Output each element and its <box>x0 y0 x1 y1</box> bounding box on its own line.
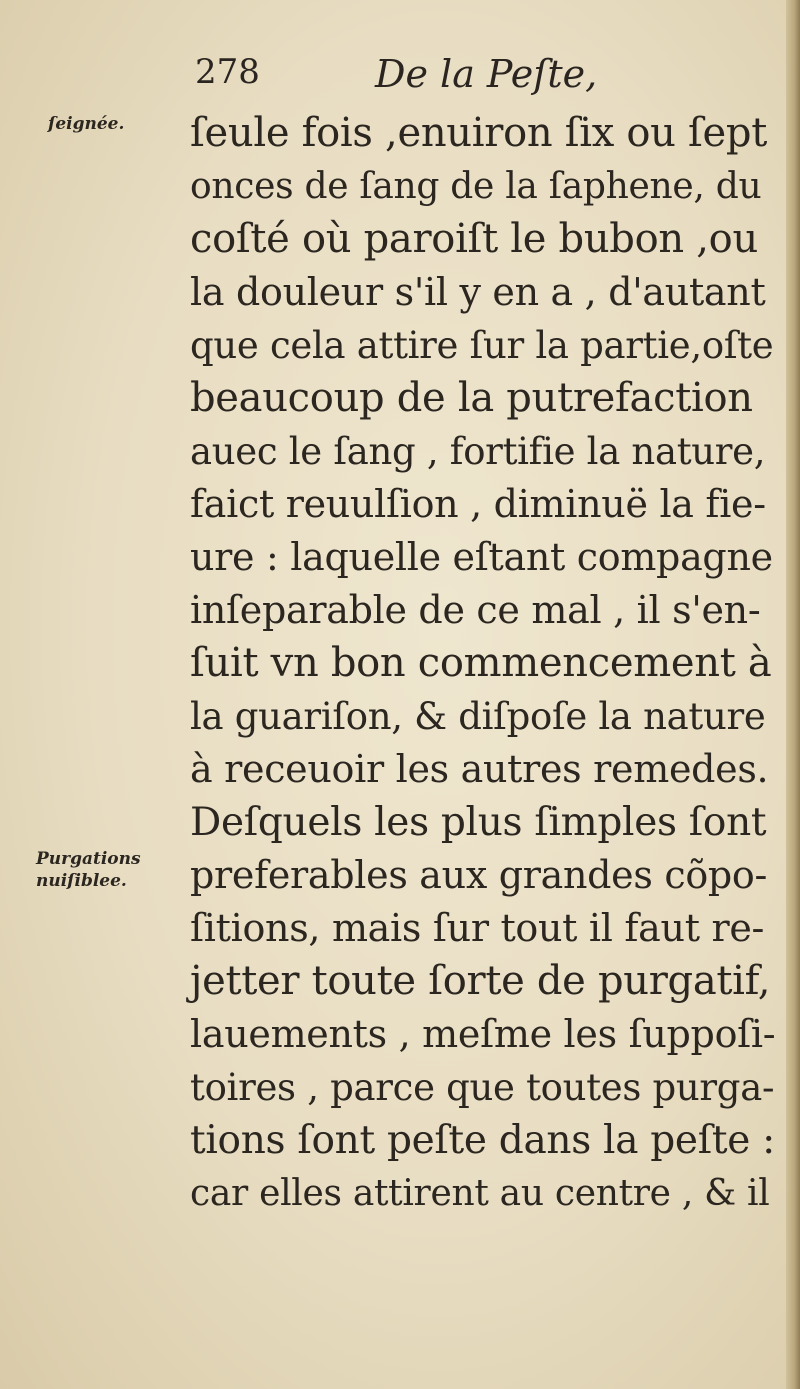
marginal-note-purgations-line-2: nuiſiblee. <box>36 871 127 891</box>
text-line-19: toires , parce que toutes purga- <box>190 1066 775 1109</box>
marginal-note-seignee: ſeignée. <box>48 114 125 134</box>
body-text <box>190 107 775 1220</box>
text-line-5: que cela attire ſur la partie,oſte <box>190 324 774 367</box>
text-line-15: preferables aux grandes cõpo- <box>190 853 768 897</box>
text-line-13: à receuoir les autres remedes. <box>190 747 769 791</box>
text-line-16: ſitions, mais ſur tout il faut re- <box>190 906 765 950</box>
text-line-11: ſuit vn bon commencement à <box>190 640 772 686</box>
text-line-17: jetter toute ſorte de purgatif, <box>190 958 771 1004</box>
running-title: De la Peſte, <box>375 52 598 96</box>
text-line-6: beaucoup de la putrefaction <box>190 375 753 421</box>
text-line-18: lauements , meſme les ſuppoſi- <box>190 1012 776 1056</box>
text-line-1: ſeule fois ,enuiron ſix ou ſept <box>190 110 768 156</box>
text-line-21: car elles attirent au centre , & il <box>190 1173 770 1214</box>
text-line-7: auec le ſang , fortifie la nature, <box>190 430 766 473</box>
text-line-20: tions ſont peſte dans la peſte : <box>190 1118 775 1163</box>
text-line-14: Deſquels les plus ſimples ſont <box>190 800 767 845</box>
page-number: 278 <box>195 52 260 92</box>
text-line-8: faict reuulſion , diminuë la fie- <box>190 482 766 526</box>
running-head <box>195 52 625 102</box>
text-line-3: coſté où paroiſt le bubon ,ou <box>190 216 758 262</box>
marginal-note-purgations-line-1: Purgations <box>36 849 141 869</box>
page-edge-shadow <box>786 0 800 1389</box>
text-line-9: ure : laquelle eſtant compagne <box>190 535 773 579</box>
text-line-4: la douleur s'il y en a , d'autant <box>190 270 766 314</box>
marginal-note-purgations <box>36 848 141 892</box>
text-line-10: inſeparable de ce mal , il s'en- <box>190 588 761 632</box>
text-line-2: onces de ſang de la ſaphene, du <box>190 166 762 207</box>
text-line-12: la guariſon, & diſpoſe la nature <box>190 695 766 738</box>
